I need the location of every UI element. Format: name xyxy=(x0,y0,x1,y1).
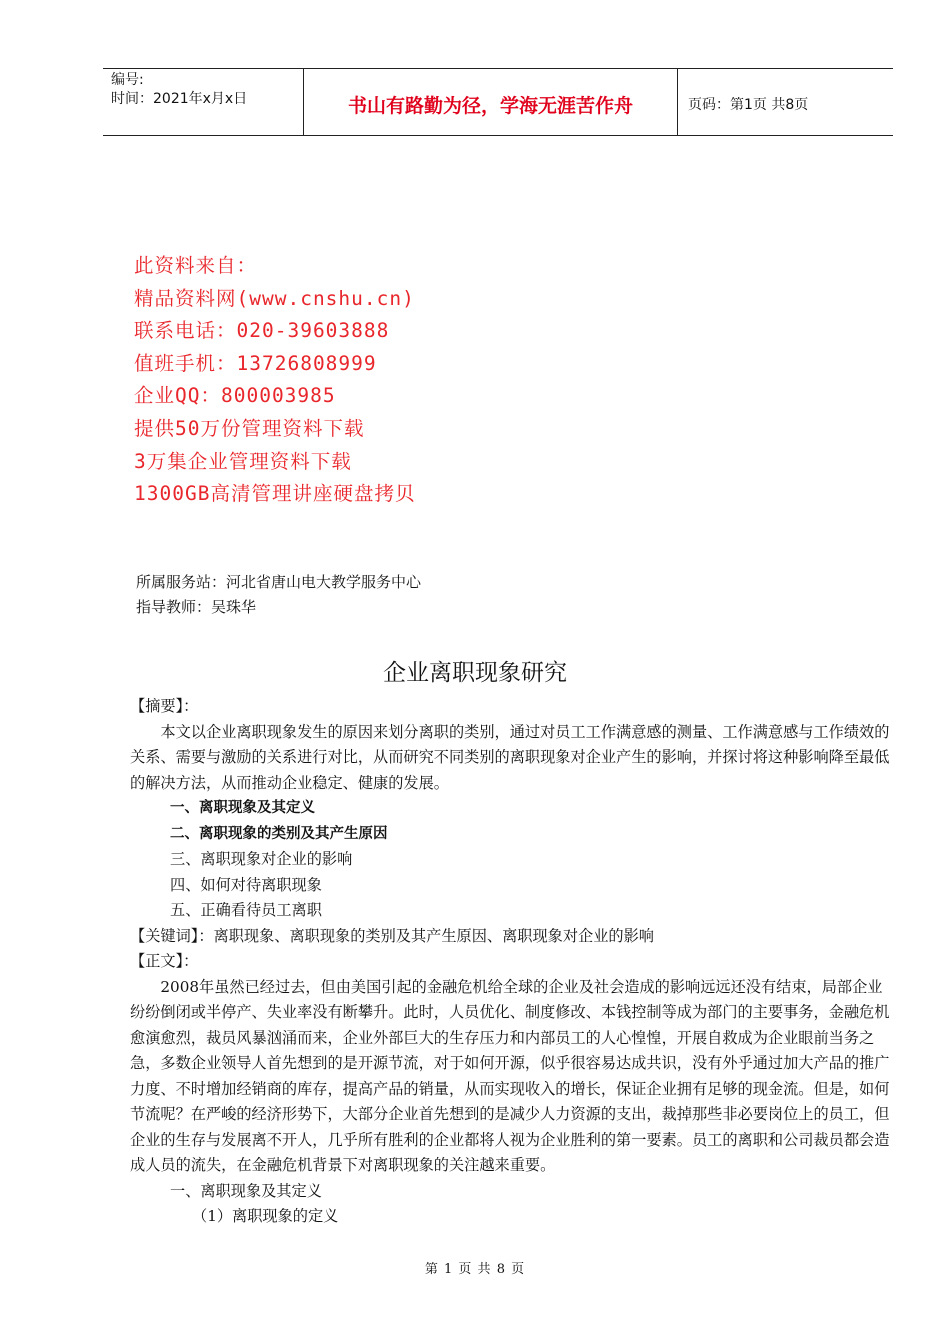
toc-item: 一、离职现象及其定义 xyxy=(170,800,315,816)
ad-block xyxy=(134,250,415,511)
header-left-cell xyxy=(103,69,304,135)
abstract-text: 本文以企业离职现象发生的原因来划分离职的类别，通过对员工工作满意感的测量、工作满意感与工作绩效的关系、需要与激励的关系进行对比，从而研究不同类别的离职现象对企业产生的影响，并探讨将这种影响降至最低的解决方法，从而推动企业稳定、健康的发展。 xyxy=(130,722,890,792)
subsection-heading: （1）离职现象的定义 xyxy=(192,1207,339,1225)
toc-item: 五、正确看待员工离职 xyxy=(170,901,322,919)
document-title: 企业离职现象研究 xyxy=(383,660,567,686)
body-label: 【正文】： xyxy=(130,952,199,970)
ad-line: 1300GB高清管理讲座硬盘拷贝 xyxy=(134,482,416,506)
ad-line: 此资料来自： xyxy=(134,254,258,277)
page-footer: 第 1 页 共 8 页 xyxy=(424,1262,526,1277)
motto: 书山有路勤为径，学海无涯苦作舟 xyxy=(304,69,678,135)
keywords: 【关键词】：离职现象、离职现象的类别及其产生原因、离职现象对企业的影响 xyxy=(130,926,654,945)
ad-line: 精品资料网(www.cnshu.cn) xyxy=(134,286,415,310)
toc-item: 四、如何对待离职现象 xyxy=(170,875,322,894)
abstract-label: 【摘要】： xyxy=(130,697,199,715)
document-body xyxy=(130,694,890,1230)
time-label: 时间：2021年x月x日 xyxy=(111,91,248,107)
toc-item: 二、离职现象的类别及其产生原因 xyxy=(170,825,388,842)
ad-line: 联系电话：020-39603888 xyxy=(134,319,390,343)
ad-line: 企业QQ：800003985 xyxy=(134,384,336,408)
number-label: 编号: xyxy=(111,72,144,88)
section-heading: 一、离职现象及其定义 xyxy=(170,1181,322,1200)
body-paragraph: 2008年虽然已经过去，但由美国引起的金融危机给全球的企业及社会造成的影响远远还没有结束，局部企业纷纷倒闭或半停产、失业率没有断攀升。此时，人员优化、制度修改、本钱控制等成为部门的主要事务，金融危机愈演愈烈，裁员风暴汹涌而来，企业外部巨大的生存压力和内部员工的人心惶惶，开展自救成为企业眼前当务之急，多数企业领导人首先想到的是开源节流，对于如何开源，似乎很容易达成共识，没有外乎通过加大产品的推广力度、不时增加经销商的库存，提高产品的销量，从而实现收入的增长，保证企业拥有足够的现金流。但是，如何节流呢？在严峻的经济形势下，大部分企业首先想到的是减少人力资源的支出，裁掉那些非必要岗位上的员工，但企业的生存与发展离不开人，几乎所有胜利的企业都将人视为企业胜利的第一要素。员工的离职和公司裁员都会造成人员的流失，在金融危机背景下对离职现象的关注越来重要。 xyxy=(130,977,890,1174)
page-info: 页码：第1页 共8页 xyxy=(688,97,809,113)
service-station: 所属服务站：河北省唐山电大教学服务中心 xyxy=(136,573,422,591)
meta-block xyxy=(136,570,421,620)
toc-item: 三、离职现象对企业的影响 xyxy=(170,850,353,868)
teacher: 指导教师：吴珠华 xyxy=(136,598,257,616)
ad-line: 提供50万份管理资料下载 xyxy=(134,416,365,440)
ad-line: 3万集企业管理资料下载 xyxy=(134,449,352,473)
header-table xyxy=(103,68,893,136)
ad-line: 值班手机：13726808999 xyxy=(134,351,377,375)
